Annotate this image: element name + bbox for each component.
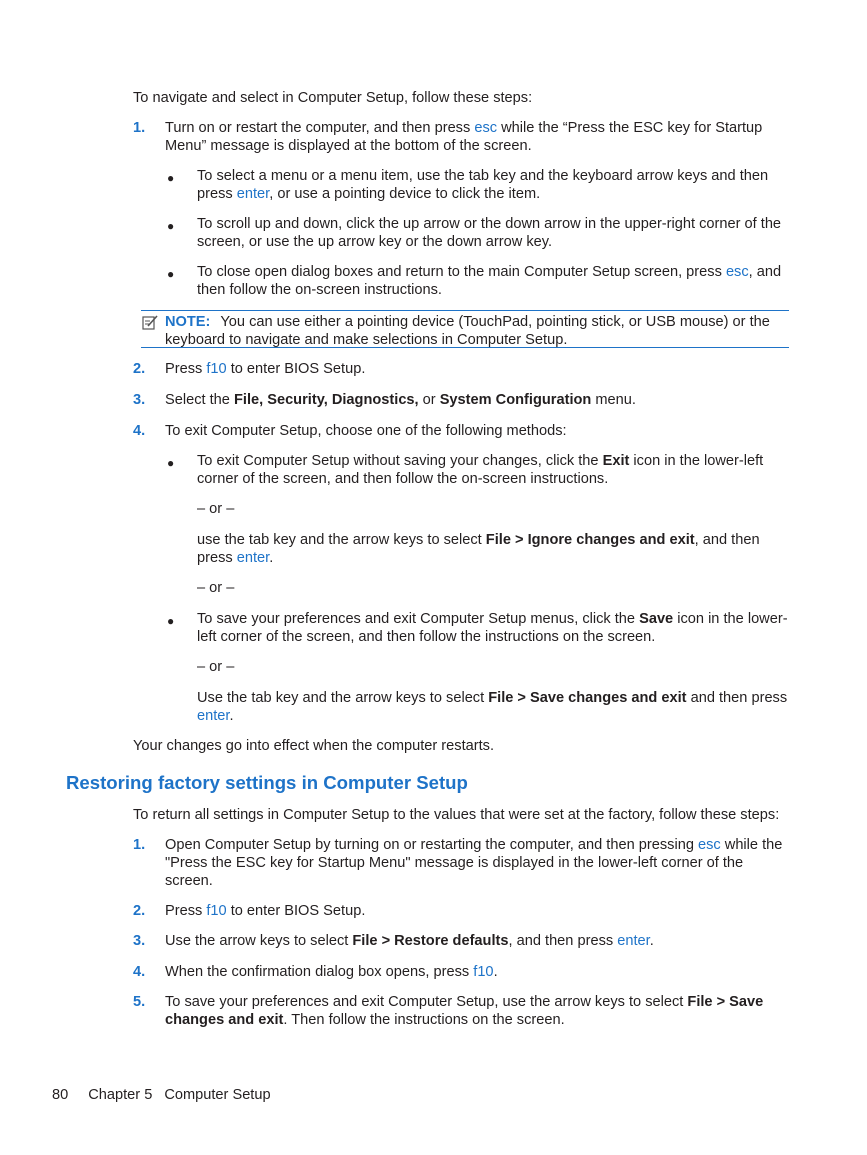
- note-pencil-icon: [141, 313, 159, 331]
- step-number: 4.: [133, 964, 146, 980]
- step-number: 3.: [133, 392, 146, 408]
- bullet-text: To scroll up and down, click the up arrow or the down arrow in the upper-right corner of the screen, or use the up arrow key or the down arrow key.: [197, 216, 782, 250]
- step-text: Turn on or restart the computer, and then press esc while the “Press the ESC key for Startup Menu” message is displayed at the bottom of the screen.: [165, 120, 763, 154]
- step-text: Press f10 to enter BIOS Setup.: [165, 903, 366, 919]
- section-intro: To return all settings in Computer Setup to the values that were set at the factory, follow these steps:: [133, 807, 780, 823]
- key-name: enter: [236, 186, 270, 202]
- bullet-text: To select a menu or a menu item, use the tab key and the keyboard arrow keys and then press enter, or use a pointing device to click the item.: [197, 168, 769, 202]
- step-number: 3.: [133, 933, 146, 949]
- key-name: f10: [473, 964, 494, 980]
- step-text: When the confirmation dialog box opens, press f10.: [165, 964, 498, 980]
- step-number: 5.: [133, 994, 146, 1010]
- alt-text: Use the tab key and the arrow keys to select File > Save changes and exit and then press enter.: [197, 690, 788, 724]
- bullet-text: To close open dialog boxes and return to the main Computer Setup screen, press esc, and then follow the on-screen instructions.: [197, 264, 782, 298]
- page-number: 80: [52, 1087, 69, 1103]
- step-number: 2.: [133, 361, 146, 377]
- step-number: 2.: [133, 903, 146, 919]
- key-name: enter: [236, 550, 270, 566]
- chapter-title: Computer Setup: [164, 1087, 271, 1103]
- step-number: 1.: [133, 120, 146, 136]
- chapter-label: Chapter 5: [88, 1087, 153, 1103]
- step-text: Press f10 to enter BIOS Setup.: [165, 361, 366, 377]
- note-box: [141, 310, 789, 348]
- bullet-icon: ●: [167, 219, 175, 233]
- step-text: Select the File, Security, Diagnostics, or System Configuration menu.: [165, 392, 636, 408]
- key-name: esc: [698, 837, 721, 853]
- bullet-icon: ●: [167, 614, 175, 628]
- section-heading: Restoring factory settings in Computer Setup: [66, 772, 468, 793]
- step-text: To exit Computer Setup, choose one of the following methods:: [165, 423, 567, 439]
- bullet-text: To save your preferences and exit Computer Setup menus, click the Save icon in the lower-left corner of the screen, and then follow the instructions on the screen.: [197, 611, 788, 645]
- key-name: enter: [617, 933, 650, 949]
- step-number: 1.: [133, 837, 146, 853]
- note-label: NOTE:: [165, 314, 211, 330]
- closing-text: Your changes go into effect when the computer restarts.: [133, 738, 495, 754]
- bullet-icon: ●: [167, 267, 175, 281]
- step-text: To save your preferences and exit Computer Setup, use the arrow keys to select File > Save changes and exit. Then follow the instructions on the screen.: [165, 994, 764, 1028]
- key-name: esc: [725, 264, 749, 280]
- step-text: Use the arrow keys to select File > Restore defaults, and then press enter.: [165, 933, 654, 949]
- bullet-text: To exit Computer Setup without saving your changes, click the Exit icon in the lower-left corner of the screen, and then follow the on-screen instructions.: [197, 453, 764, 487]
- page-footer: [52, 1086, 271, 1104]
- key-name: f10: [206, 903, 227, 919]
- note-text: NOTE: You can use either a pointing device (TouchPad, pointing stick, or USB mouse) or the keyboard to navigate and make selections in Computer Setup.: [165, 314, 770, 348]
- step-text: Open Computer Setup by turning on or restarting the computer, and then pressing esc while the "Press the ESC key for Startup Menu" message is displayed in the lower-left corner of the screen.: [165, 837, 783, 889]
- bullet-icon: ●: [167, 456, 175, 470]
- intro-text: To navigate and select in Computer Setup, follow these steps:: [133, 90, 533, 106]
- bullet-icon: ●: [167, 171, 175, 185]
- or-separator: – or –: [197, 659, 235, 675]
- key-name: f10: [206, 361, 227, 377]
- alt-text: use the tab key and the arrow keys to select File > Ignore changes and exit, and then press enter.: [197, 532, 760, 566]
- or-separator: – or –: [197, 501, 235, 517]
- key-name: enter: [197, 708, 230, 724]
- step-number: 4.: [133, 423, 146, 439]
- key-name: esc: [474, 120, 498, 136]
- or-separator: – or –: [197, 580, 235, 596]
